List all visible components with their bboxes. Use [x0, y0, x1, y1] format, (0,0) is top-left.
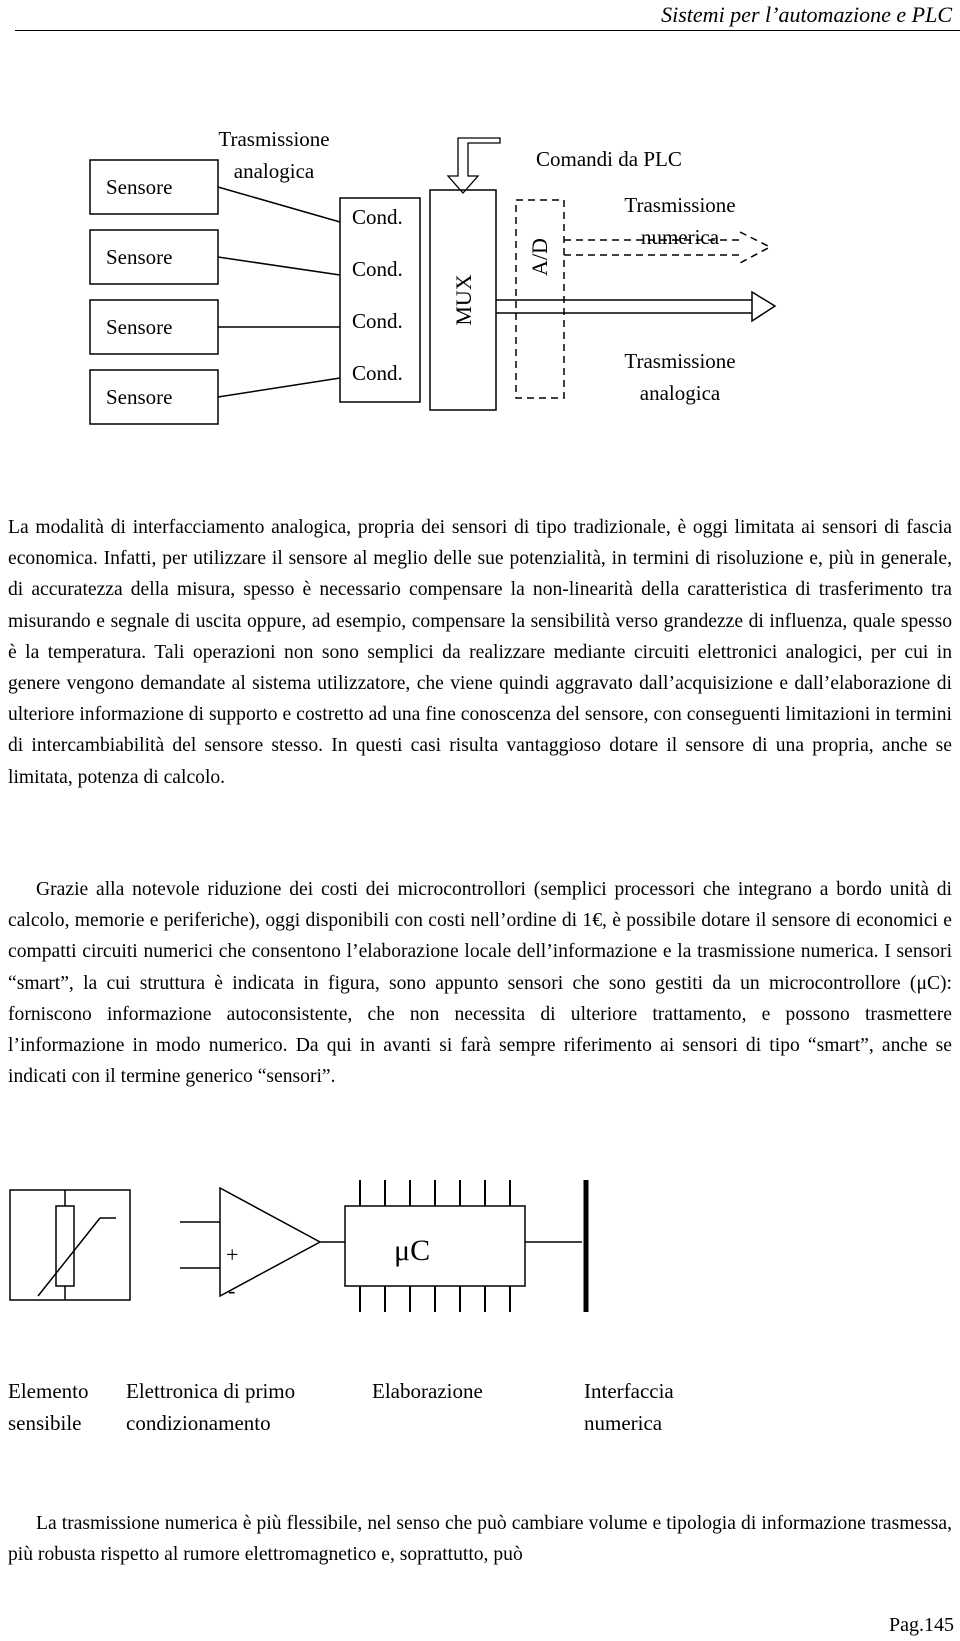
mcu-label: μC — [394, 1234, 431, 1267]
sensor-label-2: Sensore — [106, 245, 173, 269]
analog-tx-top-line1: Trasmissione — [218, 127, 330, 151]
page-number: Pag.145 — [889, 1614, 954, 1636]
sensor-label-1: Sensore — [106, 175, 173, 199]
sensor-label-4: Sensore — [106, 385, 173, 409]
opamp-symbol — [180, 1188, 345, 1296]
cond-label-4: Cond. — [352, 361, 403, 385]
caption-interface-line1: Interfaccia — [584, 1379, 674, 1403]
header-title: Sistemi per l’automazione e PLC — [661, 2, 952, 27]
caption-conditioning-line1: Elettronica di primo — [126, 1379, 296, 1403]
caption-processing: Elaborazione — [372, 1379, 483, 1403]
caption-element-line1: Elemento — [8, 1379, 89, 1403]
cond-label-1: Cond. — [352, 205, 403, 229]
plc-command-arrow — [448, 138, 500, 193]
caption-conditioning-line2: condizionamento — [126, 1411, 271, 1435]
ad-label: A/D — [527, 238, 552, 276]
microcontroller-chip — [345, 1180, 582, 1312]
analog-tx-right-line1: Trasmissione — [624, 349, 736, 373]
plc-commands-label: Comandi da PLC — [536, 147, 682, 171]
caption-element-line2: sensibile — [8, 1411, 82, 1435]
opamp-minus: - — [228, 1278, 236, 1303]
caption-interface-line2: numerica — [584, 1411, 663, 1435]
ad-converter-box — [516, 200, 564, 398]
analog-interface-diagram — [0, 0, 960, 430]
analog-tx-right-line2: analogica — [639, 381, 721, 405]
paragraph-smart-sensors: Grazie alla notevole riduzione dei costi dei microcontrollori (semplici processori che integrano a bordo unità di calcolo, memorie e periferiche), oggi disponibili con costi nell’ordine di 1€, è possibile dotare il sensore di economici e compatti circuiti numerici che consentono l’elaborazione locale dell’informazione e la trasmissione numerica. I sensori “smart”, la cui struttura è indicata in figura, sono appunto sensori che sono gestiti da un microcontrollore (μC): forniscono informazione autoconsistente, che non necessita di ulteriore trattamento, e possono trasmettere l’informazione in modo numerico. Da qui in avanti si farà sempre riferimento ai sensori di tipo “smart”, anche se indicati con il termine generico “sensori”. — [8, 879, 953, 1088]
analog-tx-top-line2: analogica — [233, 159, 315, 183]
sensor-label-3: Sensore — [106, 315, 173, 339]
paragraph-analog-limits: La modalità di interfacciamento analogica, propria dei sensori di tipo tradizionale, è oggi limitata ai sensori di fascia economica. Infatti, per utilizzare il sensore al meglio delle sue potenzialità, in termini di risoluzione e, più in generale, di accuratezza della misura, spesso è necessario compensare la non-linearità della caratteristica di trasferimento tra misurando e segnale di uscita oppure, ad esempio, compensare la sensibilità verso grandezze di influenza, quale spesso è la temperatura. Tali operazioni non sono semplici da realizzare mediante circuiti elettronici analogici, per cui in genere vengono demandate al sistema utilizzatore, che viene quindi aggravato dall’acquisizione e dall’elaborazione di ulteriore informazione di supporto e costretto ad una fine conoscenza del sensore, con conseguenti limitazioni in termini di intercambiabilità del sensore stesso. In questi casi risulta vantaggioso dotare il sensore di una propria, anche se limitata, potenza di calcolo. — [8, 517, 952, 788]
numeric-tx-line2: numerica — [640, 225, 720, 249]
mux-label: MUX — [451, 274, 476, 326]
opamp-plus: + — [226, 1242, 239, 1267]
numeric-tx-line1: Trasmissione — [624, 193, 736, 217]
paragraph-numeric-transmission: La trasmissione numerica è più flessibile, nel senso che può cambiare volume e tipologia di informazione trasmessa, più robusta rispetto al rumore elettromagnetico e, soprattutto, può — [8, 1513, 952, 1566]
cond-label-2: Cond. — [352, 257, 403, 281]
sensing-element-symbol — [10, 1190, 130, 1300]
cond-label-3: Cond. — [352, 309, 403, 333]
